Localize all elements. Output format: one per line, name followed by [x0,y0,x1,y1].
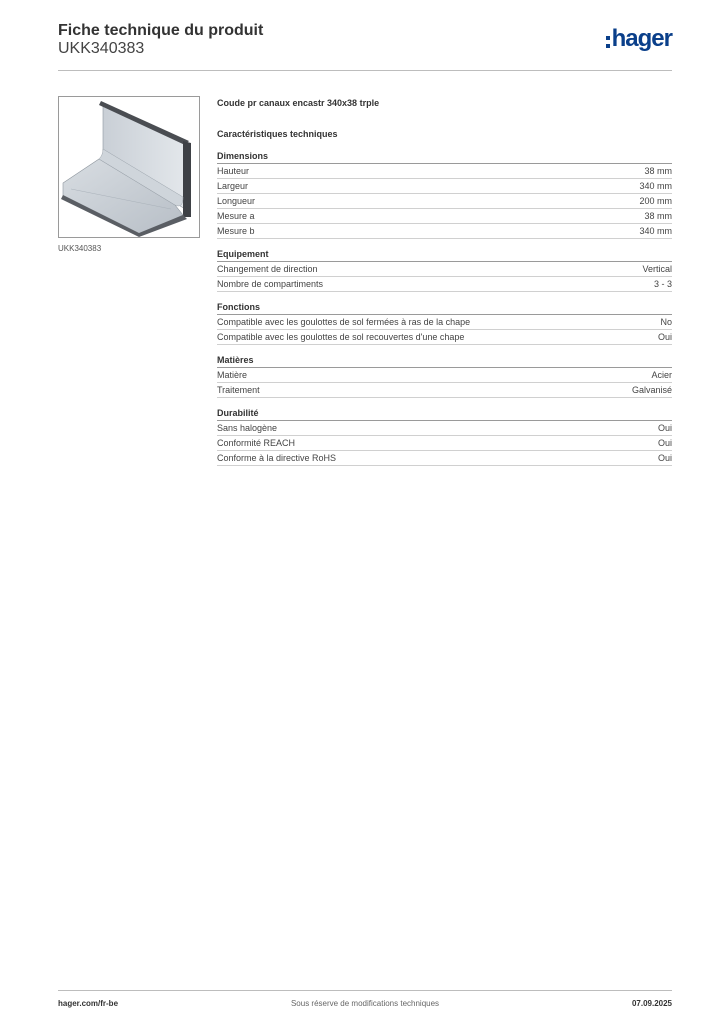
spec-label: Conformité REACH [217,438,296,448]
spec-value: 200 mm [639,196,672,206]
spec-row [217,194,672,209]
section-title: Dimensions [217,150,672,164]
spec-value: Oui [657,438,672,448]
image-caption: UKK340383 [58,244,102,253]
specs-title: Caractéristiques techniques [217,129,338,139]
spec-value: No [660,317,672,327]
spec-row [217,421,672,436]
spec-label: Hauteur [217,166,250,176]
footer-website-link[interactable]: hager.com/fr-be [58,999,119,1008]
spec-row [217,368,672,383]
spec-label: Traitement [217,385,260,395]
spec-row [217,262,672,277]
spec-value: 3 - 3 [653,279,672,289]
spec-value: 38 mm [644,211,672,221]
section-equipement [217,248,672,292]
spec-label: Changement de direction [217,264,318,274]
product-image [58,96,200,238]
section-fonctions [217,301,672,345]
spec-row [217,315,672,330]
section-dimensions [217,150,672,239]
logo-dots-icon [606,36,610,48]
spec-row [217,330,672,345]
page-footer [58,990,672,1015]
spec-value: 340 mm [639,181,672,191]
spec-label: Mesure a [217,211,255,221]
spec-row [217,436,672,451]
spec-value: 38 mm [644,166,672,176]
section-title: Matières [217,354,672,368]
spec-label: Nombre de compartiments [217,279,324,289]
spec-label: Compatible avec les goulottes de sol recouvertes d'une chape [217,332,465,342]
product-reference: UKK340383 [58,40,145,57]
product-elbow-illustration [59,97,199,237]
product-details [217,96,672,466]
spec-row [217,383,672,398]
product-name: Coude pr canaux encastr 340x38 trple [217,98,380,108]
logo-text: hager [611,25,672,52]
section-title: Fonctions [217,301,672,315]
section-title: Durabilité [217,407,672,421]
spec-value: Acier [651,370,672,380]
spec-row [217,209,672,224]
page-title: Fiche technique du produit [58,22,264,39]
spec-label: Matière [217,370,248,380]
section-title: Equipement [217,248,672,262]
spec-value: Oui [657,453,672,463]
spec-value: Vertical [642,264,672,274]
spec-label: Sans halogène [217,423,278,433]
spec-row [217,179,672,194]
spec-row [217,451,672,466]
section-durabilite [217,407,672,466]
spec-label: Conforme à la directive RoHS [217,453,337,463]
spec-value: Oui [657,332,672,342]
spec-value: Oui [657,423,672,433]
footer-date: 07.09.2025 [631,999,672,1008]
spec-label: Largeur [217,181,249,191]
spec-label: Longueur [217,196,256,206]
spec-value: 340 mm [639,226,672,236]
spec-label: Compatible avec les goulottes de sol fermées à ras de la chape [217,317,471,327]
spec-row [217,224,672,239]
spec-row [217,277,672,292]
spec-value: Galvanisé [631,385,672,395]
footer-notice: Sous réserve de modifications techniques [290,999,440,1008]
page-header [58,22,672,71]
spec-row [217,164,672,179]
hager-logo [606,26,672,52]
section-matieres [217,354,672,398]
spec-label: Mesure b [217,226,255,236]
